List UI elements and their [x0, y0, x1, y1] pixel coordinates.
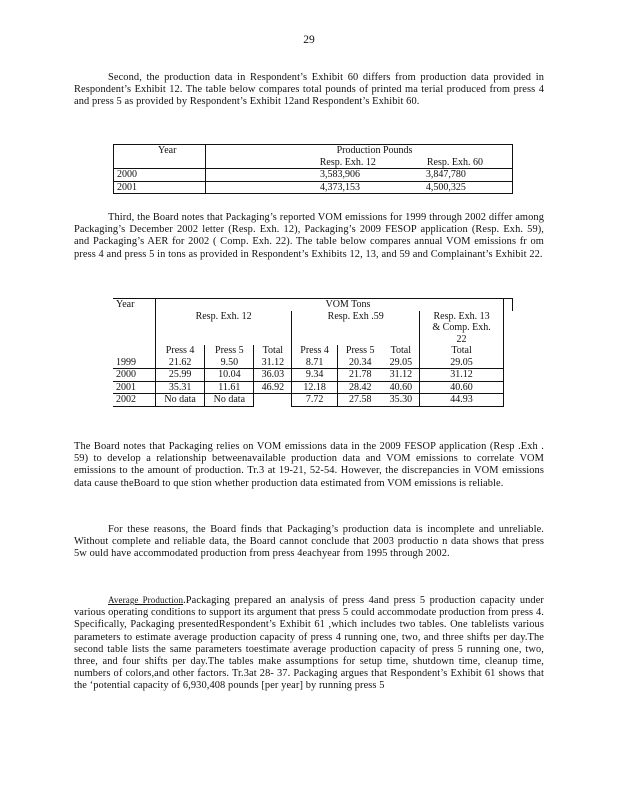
exh12-press4-cell: No data: [156, 394, 205, 407]
table-row: [113, 357, 513, 369]
exh13-total-cell: 44.93: [420, 394, 504, 407]
table-row: [114, 169, 513, 182]
sub-total-header: Total: [420, 345, 504, 357]
exh59-press5-cell: 27.58: [337, 394, 382, 407]
exh12-press5-cell: 10.04: [205, 369, 254, 382]
exh12-press5-cell: No data: [205, 394, 254, 407]
group-exh13-header-line3: 22: [420, 334, 504, 346]
col-exh60-header: Resp. Exh. 60: [406, 157, 486, 169]
table-row: [114, 181, 513, 194]
exh60-cell: 4,500,325: [406, 181, 486, 194]
year-header: Year: [113, 299, 156, 311]
sub-total-header: Total: [390, 345, 412, 356]
exh59-total-cell: 40.60: [382, 381, 419, 394]
year-cell: 2000: [114, 169, 206, 182]
sub-press5-header: Press 5: [205, 345, 254, 357]
sub-press4-header: Press 4: [156, 345, 205, 357]
sub-press5-header: Press 5: [337, 345, 382, 357]
year-cell: 2001: [114, 181, 206, 194]
year-cell: 2002: [113, 394, 156, 407]
group-exh12-header: Resp. Exh. 12: [156, 311, 292, 323]
exh12-press4-cell: 21.62: [156, 357, 205, 369]
section-heading: Average Production: [108, 595, 184, 605]
table-row: [113, 394, 513, 407]
exh12-total-cell: 36.03: [254, 369, 292, 382]
exh12-press5-cell: 9.50: [205, 357, 254, 369]
production-pounds-header: Production Pounds: [206, 145, 487, 157]
exh60-cell: 3,847,780: [425, 169, 466, 180]
exh59-press4-cell: 12.18: [292, 381, 338, 394]
sub-total-header: Total: [254, 345, 292, 357]
production-pounds-table: [113, 144, 513, 194]
sub-press4-header: Press 4: [292, 345, 338, 357]
paragraph-text: .Packaging prepared an analysis of press 4and press 5 production capacity under various operating conditions to support its argument that press 5 could accommodate production from press 4. Specifically, Packaging presentedRespondent’s Exhibit 61 ,which includes two tables. One tablelists various parameters to estimate average production capacity of press 4 running one, two, and three shifts per day.The second table lists the same parameters toestimate average production capacity of press 5 running one, two, three, and four shifts per day.The tables make assumptions for setup time, shutdown time, cleanup time, numbers of colors,and other factors. Tr.3at 28- 37. Packaging argues that Respondent’s Exhibit 61 shows that the ‘potential capacity of 6,930,408 pounds [per year] by running press 5: [74, 595, 544, 692]
exh12-cell: 4,373,153: [206, 181, 406, 194]
exh59-total-cell: 29.05: [382, 357, 419, 369]
exh12-press4-cell: 35.31: [156, 381, 205, 394]
paragraph-fesop-discrepancy: [74, 441, 544, 490]
exh59-total-cell: 35.30: [382, 394, 419, 407]
table-row: [113, 369, 513, 382]
exh12-total-cell: 46.92: [254, 381, 292, 394]
exh12-cell: 3,583,906: [206, 169, 406, 182]
year-cell: 1999: [113, 357, 156, 369]
exh13-total-cell: 31.12: [420, 369, 504, 382]
exh12-press5-cell: 11.61: [205, 381, 254, 394]
exh59-total-cell: 31.12: [382, 369, 419, 382]
paragraph-text: Third, the Board notes that Packaging’s reported VOM emissions for 1999 through 2002 differ among Packaging’s December 2002 letter (Resp. Exh. 12), Packaging’s 2009 FESOP application (Resp. Exh. 59), and Packaging’s AER for 2002 ( Comp. Exh. 22). The table below compares annual VOM emissions fr om press 4 and press 5 in tons as provided in Respondent’s Exhibits 12, 13, and 59 and Complainant’s Exhibit 22.: [74, 212, 544, 260]
year-cell: 2000: [113, 369, 156, 382]
paragraph-vom-emissions: [74, 212, 544, 261]
exh59-press5-cell: 20.34: [337, 357, 382, 369]
year-cell: 2001: [113, 381, 156, 394]
paragraph-production-data: [74, 72, 544, 109]
year-header: Year: [114, 145, 206, 157]
exh59-press4-cell: 9.34: [292, 369, 338, 382]
group-exh59-header: Resp. Exh .59: [292, 311, 420, 323]
exh59-press5-cell: 21.78: [337, 369, 382, 382]
vom-tons-table: [113, 298, 513, 407]
exh59-press4-cell: 7.72: [292, 394, 338, 407]
group-exh13-header-line1: Resp. Exh. 13: [420, 311, 504, 323]
table-row: [113, 381, 513, 394]
exh12-total-cell: 31.12: [254, 357, 292, 369]
paragraph-text: The Board notes that Packaging relies on VOM emissions data in the 2009 FESOP application (Resp .Exh . 59) to develop a relationship betweenavailable production data and VOM emissions to correlate VOM emissions to the amount of production. Tr.3 at 19-21, 52-54. However, the discrepancies in VOM emissions data cause theBoard to que stion whether production data estimated from VOM emissions is reliable.: [74, 441, 544, 489]
paragraph-board-findings: [74, 524, 544, 561]
exh13-total-cell: 29.05: [420, 357, 504, 369]
exh12-total-cell: [254, 394, 292, 407]
paragraph-average-production: [74, 594, 544, 693]
vom-tons-header: VOM Tons: [156, 299, 504, 311]
paragraph-text: For these reasons, the Board finds that Packaging’s production data is incomplete and unreliable. Without complete and reliable data, the Board cannot conclude that 2003 productio n data shows that press 5w ould have accommodated production from press 4eachyear from 1995 through 2002.: [74, 524, 544, 560]
exh59-press5-cell: 28.42: [337, 381, 382, 394]
exh12-press4-cell: 25.99: [156, 369, 205, 382]
group-exh13-header-line2: & Comp. Exh.: [420, 322, 504, 334]
exh59-press4-cell: 8.71: [292, 357, 338, 369]
page-number: 29: [303, 34, 315, 46]
col-exh12-header: Resp. Exh. 12: [206, 157, 406, 169]
paragraph-text: Second, the production data in Respondent’s Exhibit 60 differs from production data provided in Respondent’s Exhibit 12. The table below compares total pounds of printed ma terial produced from press 4 and press 5 as provided by Respondent’s Exhibit 12and Respondent’s Exhibit 60.: [74, 72, 544, 108]
exh13-total-cell: 40.60: [420, 381, 504, 394]
